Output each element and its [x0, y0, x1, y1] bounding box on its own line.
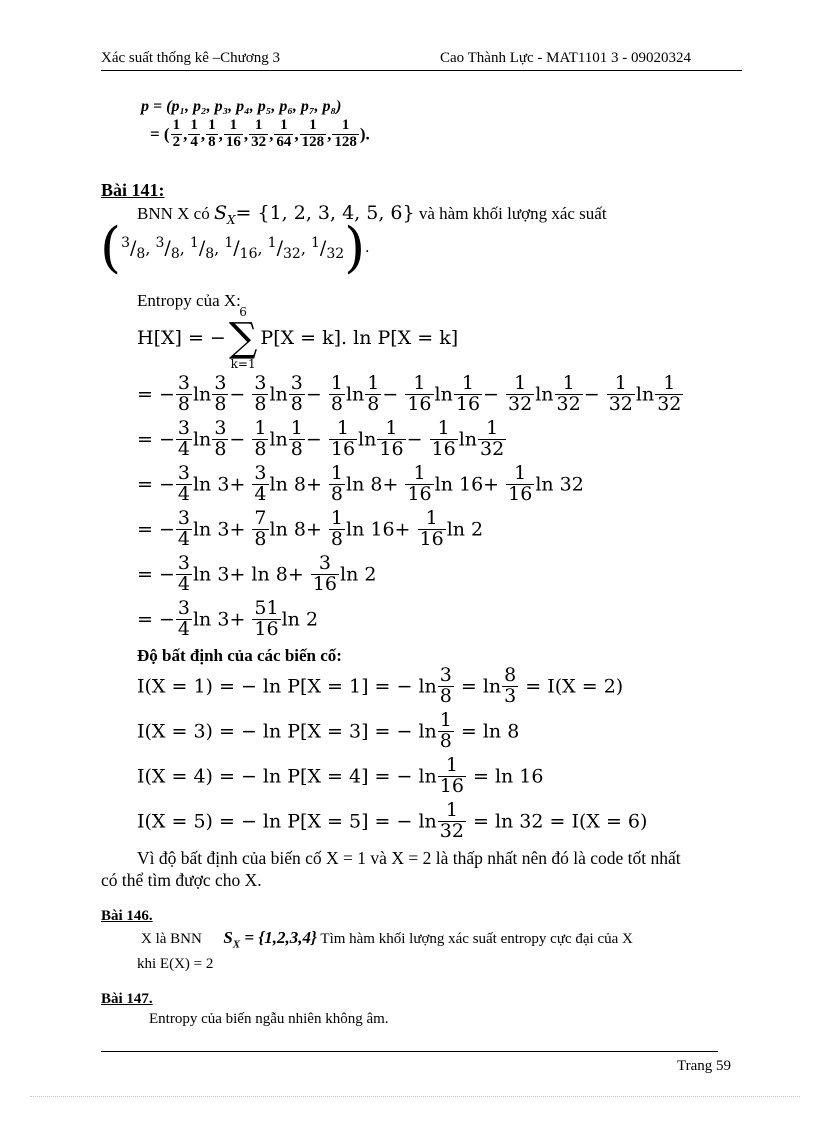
fraction-numerator: 1 — [224, 234, 234, 251]
prob-fraction — [224, 118, 243, 151]
probability-fraction — [438, 666, 454, 707]
fraction-denominator: 8 — [205, 245, 215, 262]
bai141-intro-a: BNN X có — [137, 204, 210, 223]
fraction-denominator: 8 — [330, 392, 343, 415]
comma: , — [300, 238, 311, 258]
fraction-numerator: 3 — [214, 372, 227, 394]
top-formula-line1: p = (p₁, p₂, p₃, p₄, p₅, p₆, p₇, p₈) — [141, 98, 342, 115]
fraction-denominator: 8 — [136, 245, 146, 262]
fraction-denominator: 128 — [301, 133, 325, 150]
uncertainty-equality: = I(X = 2) — [519, 675, 624, 698]
fraction-denominator: 16 — [455, 392, 481, 415]
fraction-numerator: 8 — [504, 664, 517, 686]
log-argument — [555, 374, 583, 415]
fraction-slash: / — [164, 236, 171, 259]
comma: , — [214, 238, 225, 258]
sign: + — [483, 473, 506, 496]
fraction-denominator: 4 — [254, 482, 267, 505]
fraction-numerator: 1 — [330, 372, 343, 394]
fraction-numerator: 1 — [189, 234, 199, 251]
fraction-numerator: 1 — [172, 117, 181, 133]
ln: ln — [434, 383, 453, 406]
fraction-numerator: 1 — [330, 507, 344, 529]
entropy-line-6 — [137, 599, 318, 640]
comma: , — [218, 124, 223, 144]
fraction-denominator: 16 — [330, 437, 356, 460]
sign: − — [583, 383, 606, 406]
fraction-numerator: 1 — [506, 464, 534, 485]
fraction-denominator: 64 — [276, 133, 292, 150]
fraction-numerator: 3 — [177, 507, 190, 529]
fraction-denominator: 3 — [504, 684, 517, 707]
bai141-intro-b: và hàm khối lượng xác suất — [418, 204, 607, 223]
fraction-denominator: 8 — [208, 133, 216, 150]
sign: = − — [137, 608, 175, 631]
inverse-fraction — [502, 666, 518, 707]
fraction-denominator: 8 — [254, 392, 267, 415]
fraction-denominator: 16 — [254, 617, 279, 640]
formula-open: = ( — [150, 124, 170, 144]
log-term: ln 2 — [281, 608, 319, 631]
fraction-denominator: 8 — [290, 392, 303, 415]
ln: ln — [192, 428, 212, 451]
fraction-denominator: 8 — [254, 437, 267, 460]
fraction-numerator: 3 — [311, 554, 339, 575]
prob-fraction — [171, 118, 183, 151]
comma: , — [269, 124, 274, 144]
log-term: ln 3 — [192, 608, 230, 631]
coefficient — [329, 509, 345, 550]
fraction-denominator: 16 — [407, 482, 432, 505]
coefficient — [418, 509, 446, 550]
sign: − — [382, 383, 405, 406]
uncertainty-result: = ln 16 — [466, 765, 544, 788]
prob-fraction — [188, 118, 200, 151]
fraction-denominator: 32 — [326, 245, 345, 262]
fraction-numerator: 1 — [454, 374, 482, 395]
bai141-sx: $S_X= \{1$, 2, 3, 4, 5, 6} — [213, 202, 415, 227]
uncertainty-lhs: I(X = 4) = − ln P[X = 4] = − ln — [137, 765, 437, 788]
fraction-numerator: 1 — [430, 419, 458, 440]
uncertainty-label: Độ bất định của các biến cố: — [137, 646, 342, 665]
sign: − — [305, 383, 328, 406]
log-argument — [655, 374, 683, 415]
entropy-line-1 — [137, 374, 684, 415]
footer-rule — [101, 1051, 718, 1052]
probability-fraction — [438, 756, 466, 797]
fraction-numerator: 1 — [311, 234, 320, 251]
conclusion-line-2: có thể tìm được cho X. — [101, 870, 262, 890]
prob-fraction — [274, 118, 293, 151]
fraction-denominator: 8 — [290, 437, 303, 460]
coefficient — [176, 599, 192, 640]
fraction-denominator: 128 — [334, 133, 357, 150]
bai147-title: Bài 147. — [101, 991, 153, 1007]
bai147-text: Entropy của biến ngẫu nhiên không âm. — [149, 1011, 389, 1027]
comma: , — [243, 124, 249, 144]
log-argument — [212, 419, 228, 460]
bai141-pmf — [100, 216, 370, 279]
uncertainty-lhs: I(X = 3) = − ln P[X = 3] = − ln — [137, 720, 437, 743]
fraction-numerator: 1 — [267, 234, 277, 251]
fraction-numerator: 1 — [190, 117, 198, 133]
entropy-line-3 — [137, 464, 584, 505]
log-term: ln 8 — [269, 518, 306, 541]
fraction-numerator: 1 — [439, 709, 452, 731]
prob-fraction — [206, 118, 218, 151]
fraction-numerator: 1 — [249, 118, 268, 135]
uncertainty-x3 — [137, 711, 519, 752]
bai146-text — [141, 928, 633, 950]
prob-fraction — [332, 118, 359, 151]
coefficient — [252, 464, 268, 505]
fraction-denominator: 8 — [330, 482, 344, 505]
ln: ln — [345, 383, 365, 406]
sign: + — [229, 518, 252, 541]
sign: + — [305, 518, 328, 541]
log-term: ln 8 — [346, 473, 383, 496]
uncertainty-x5 — [137, 801, 647, 842]
ln: ln — [269, 383, 288, 406]
log-argument — [289, 374, 305, 415]
fraction-numerator: 3 — [214, 417, 227, 439]
sign: = − — [137, 428, 175, 451]
fraction-slash: / — [233, 236, 240, 259]
ln: ln — [269, 428, 288, 451]
bai141-entropy-label: Entropy của X: — [137, 291, 241, 310]
fraction-denominator: 32 — [439, 819, 464, 842]
fraction-denominator: 8 — [439, 684, 452, 707]
close-paren: ) — [344, 216, 366, 279]
pmf-fraction — [190, 235, 214, 262]
log-term: ln 3 — [192, 518, 230, 541]
entropy-line-4 — [137, 509, 483, 550]
log-term: ln 16 — [434, 473, 484, 496]
fraction-denominator: 4 — [177, 617, 190, 640]
fraction-denominator: 16 — [431, 437, 456, 460]
coefficient — [252, 599, 280, 640]
log-term: ln 3 — [192, 473, 230, 496]
bai146-sx: $S_X = \{1,2,3,4\}$ — [223, 928, 317, 951]
log-term: ln 2 — [340, 563, 377, 586]
fraction-numerator: 3 — [177, 372, 190, 394]
sign: − — [229, 383, 252, 406]
sign: = − — [137, 518, 175, 541]
uncertainty-result: = ln 8 — [454, 720, 520, 743]
fraction-denominator: 16 — [439, 774, 464, 797]
fraction-denominator: 8 — [254, 527, 267, 550]
sign: + — [382, 473, 405, 496]
ln: ln — [535, 383, 554, 406]
fraction-slash: / — [198, 236, 206, 259]
sign: = − — [137, 473, 175, 496]
fraction-numerator: 1 — [274, 118, 293, 135]
sign: + — [229, 473, 252, 496]
fraction-numerator: 1 — [506, 374, 534, 395]
fraction-numerator: 3 — [177, 417, 190, 439]
prob-fraction — [300, 118, 327, 151]
fraction-numerator: 1 — [405, 464, 433, 485]
log-argument — [365, 374, 381, 415]
log-argument — [478, 419, 506, 460]
fraction-slash: / — [319, 236, 327, 259]
fraction-denominator: 32 — [657, 392, 682, 415]
entropy-line-2 — [137, 419, 507, 460]
fraction-slash: / — [130, 236, 137, 259]
formula-close: ). — [359, 124, 370, 144]
fraction-denominator: 32 — [608, 392, 633, 415]
fraction-numerator: 1 — [332, 118, 359, 135]
fraction-numerator: 1 — [290, 417, 303, 439]
hx-definition: H[X] = − 6 ∑ k=1 P[X = k]. ln P[X = k] — [137, 305, 459, 371]
fraction-denominator: 8 — [367, 392, 380, 415]
log-term: ln 16 — [346, 518, 395, 541]
log-term: ln 8 — [269, 473, 306, 496]
fraction-denominator: 4 — [190, 133, 198, 150]
bai146-title: Bài 146. — [101, 908, 153, 924]
fraction-numerator: 1 — [607, 374, 635, 395]
fraction-denominator: 2 — [172, 133, 181, 150]
bai141-title: Bài 141: — [101, 180, 165, 200]
fraction-denominator: 16 — [312, 572, 338, 595]
fraction-numerator: 3 — [177, 552, 190, 574]
period: . — [365, 239, 370, 256]
fraction-denominator: 8 — [214, 437, 227, 460]
fraction-denominator: 32 — [283, 245, 301, 262]
sign: + — [394, 518, 417, 541]
ln: ln — [635, 383, 655, 406]
top-formula-line2 — [150, 118, 370, 151]
fraction-denominator: 4 — [177, 527, 190, 550]
ln: ln — [358, 428, 377, 451]
pmf-values — [121, 234, 345, 262]
bai146-text-b: Tìm hàm khối lượng xác suất entropy cực đại của X — [320, 931, 633, 947]
fraction-numerator: 1 — [254, 417, 267, 439]
sign: − — [305, 428, 328, 451]
uncertainty-lhs: I(X = 5) = − ln P[X = 5] = − ln — [137, 810, 437, 833]
fraction-numerator: 3 — [177, 462, 190, 484]
coefficient — [176, 419, 192, 460]
header-left: Xác suất thống kê –Chương 3 — [101, 50, 280, 66]
conclusion-line-1: Vì độ bất định của biến cố X = 1 và X = 2 là thấp nhất nên đó là code tốt nhất — [137, 848, 681, 868]
fraction-denominator: 16 — [225, 133, 241, 150]
fraction-numerator: 1 — [224, 118, 243, 135]
uncertainty-lhs: I(X = 1) = − ln P[X = 1] = − ln — [137, 675, 437, 698]
fraction-denominator: 32 — [251, 133, 267, 150]
fraction-numerator: 1 — [478, 419, 506, 440]
header-rule — [101, 70, 742, 71]
sign: − — [406, 428, 429, 451]
fraction-denominator: 32 — [480, 437, 505, 460]
fraction-numerator: 1 — [367, 372, 380, 394]
fraction-numerator: 3 — [439, 664, 452, 686]
fraction-denominator: 8 — [177, 392, 190, 415]
coefficient — [329, 374, 345, 415]
uncertainty-result: = ln 32 = I(X = 6) — [466, 810, 648, 833]
comma: , — [294, 124, 299, 144]
coefficient — [252, 509, 268, 550]
pmf-fraction — [268, 235, 301, 262]
sign: + — [305, 473, 328, 496]
fraction-numerator: 1 — [555, 374, 583, 395]
bai146-text-a: X là BNN — [141, 931, 202, 947]
fraction-numerator: 51 — [254, 597, 279, 619]
log-term: ln 3 — [192, 563, 230, 586]
fraction-denominator: 8 — [214, 392, 227, 415]
fraction-denominator: 16 — [379, 437, 404, 460]
pmf-fraction — [224, 235, 257, 262]
coefficient — [405, 374, 433, 415]
comma: , — [145, 238, 156, 258]
fraction-numerator: 1 — [418, 509, 446, 530]
coefficient — [176, 554, 192, 595]
fraction-numerator: 3 — [121, 234, 130, 251]
fraction-numerator: 3 — [155, 234, 165, 251]
log-argument — [454, 374, 482, 415]
comma: , — [327, 124, 332, 144]
fraction-numerator: 3 — [177, 597, 190, 619]
fraction-denominator: 32 — [508, 392, 533, 415]
coefficient — [176, 464, 192, 505]
fraction-numerator: 1 — [438, 801, 466, 822]
fraction-denominator: 8 — [330, 527, 344, 550]
coefficient — [405, 464, 433, 505]
fraction-numerator: 1 — [377, 419, 405, 440]
coefficient — [329, 464, 345, 505]
page-bottom-dotted-rule — [30, 1096, 800, 1097]
log-term: ln 2 — [446, 518, 484, 541]
fraction-denominator: 16 — [419, 527, 444, 550]
fraction-denominator: 16 — [508, 482, 533, 505]
pmf-fraction — [311, 235, 344, 262]
uncertainty-x4 — [137, 756, 543, 797]
fraction-numerator: 1 — [405, 374, 433, 395]
fraction-numerator: 1 — [300, 118, 327, 135]
fraction-numerator: 1 — [329, 419, 357, 440]
pmf-fraction — [156, 235, 180, 262]
ln: ln — [192, 383, 212, 406]
fraction-numerator: 1 — [438, 756, 466, 777]
comma: , — [200, 124, 206, 144]
fraction-numerator: 7 — [254, 507, 267, 529]
coefficient — [430, 419, 458, 460]
pmf-fraction — [121, 235, 145, 262]
coefficient — [506, 464, 534, 505]
fraction-denominator: 8 — [170, 245, 180, 262]
sign: + — [287, 563, 310, 586]
fraction-slash: / — [276, 236, 283, 259]
entropy-line-5 — [137, 554, 376, 595]
ln: ln — [458, 428, 478, 451]
sign: = − — [137, 563, 175, 586]
sign: − — [229, 428, 252, 451]
log-term: ln 32 — [535, 473, 584, 496]
log-argument — [212, 374, 228, 415]
uncertainty-x1 — [137, 666, 623, 707]
fraction-numerator: 3 — [290, 372, 303, 394]
fraction-denominator: 32 — [556, 392, 581, 415]
fraction-denominator: 8 — [439, 729, 452, 752]
fraction-numerator: 1 — [330, 462, 344, 484]
log-argument — [377, 419, 405, 460]
bai146-text-c: khi E(X) = 2 — [137, 956, 214, 972]
coefficient — [176, 509, 192, 550]
probability-fraction — [438, 711, 454, 752]
fraction-denominator: 16 — [407, 392, 432, 415]
coefficient — [176, 374, 192, 415]
coefficient — [252, 419, 268, 460]
fraction-denominator: 4 — [177, 482, 190, 505]
comma: , — [179, 238, 190, 258]
comma: , — [257, 238, 268, 258]
sign: = − — [137, 383, 175, 406]
sign: + — [229, 608, 252, 631]
fraction-numerator: 3 — [254, 462, 267, 484]
open-paren: ( — [100, 216, 122, 279]
uncertainty-result: = ln — [454, 675, 502, 698]
comma: , — [183, 124, 188, 144]
coefficient — [329, 419, 357, 460]
fraction-denominator: 4 — [177, 572, 190, 595]
header-right: Cao Thành Lực - MAT1101 3 - 09020324 — [440, 50, 692, 66]
fraction-denominator: 4 — [177, 437, 190, 460]
fraction-numerator: 3 — [254, 372, 267, 394]
coefficient — [311, 554, 339, 595]
page-number: Trang 59 — [677, 1058, 732, 1074]
log-term: ln 8 — [251, 563, 288, 586]
coefficient — [607, 374, 635, 415]
prob-fraction — [249, 118, 268, 151]
fraction-numerator: 1 — [208, 117, 216, 133]
sign: + — [229, 563, 252, 586]
coefficient — [506, 374, 534, 415]
log-argument — [289, 419, 305, 460]
sign: − — [483, 383, 506, 406]
fraction-denominator: 16 — [239, 245, 258, 262]
fraction-numerator: 1 — [655, 374, 683, 395]
probability-fraction — [438, 801, 466, 842]
coefficient — [252, 374, 268, 415]
